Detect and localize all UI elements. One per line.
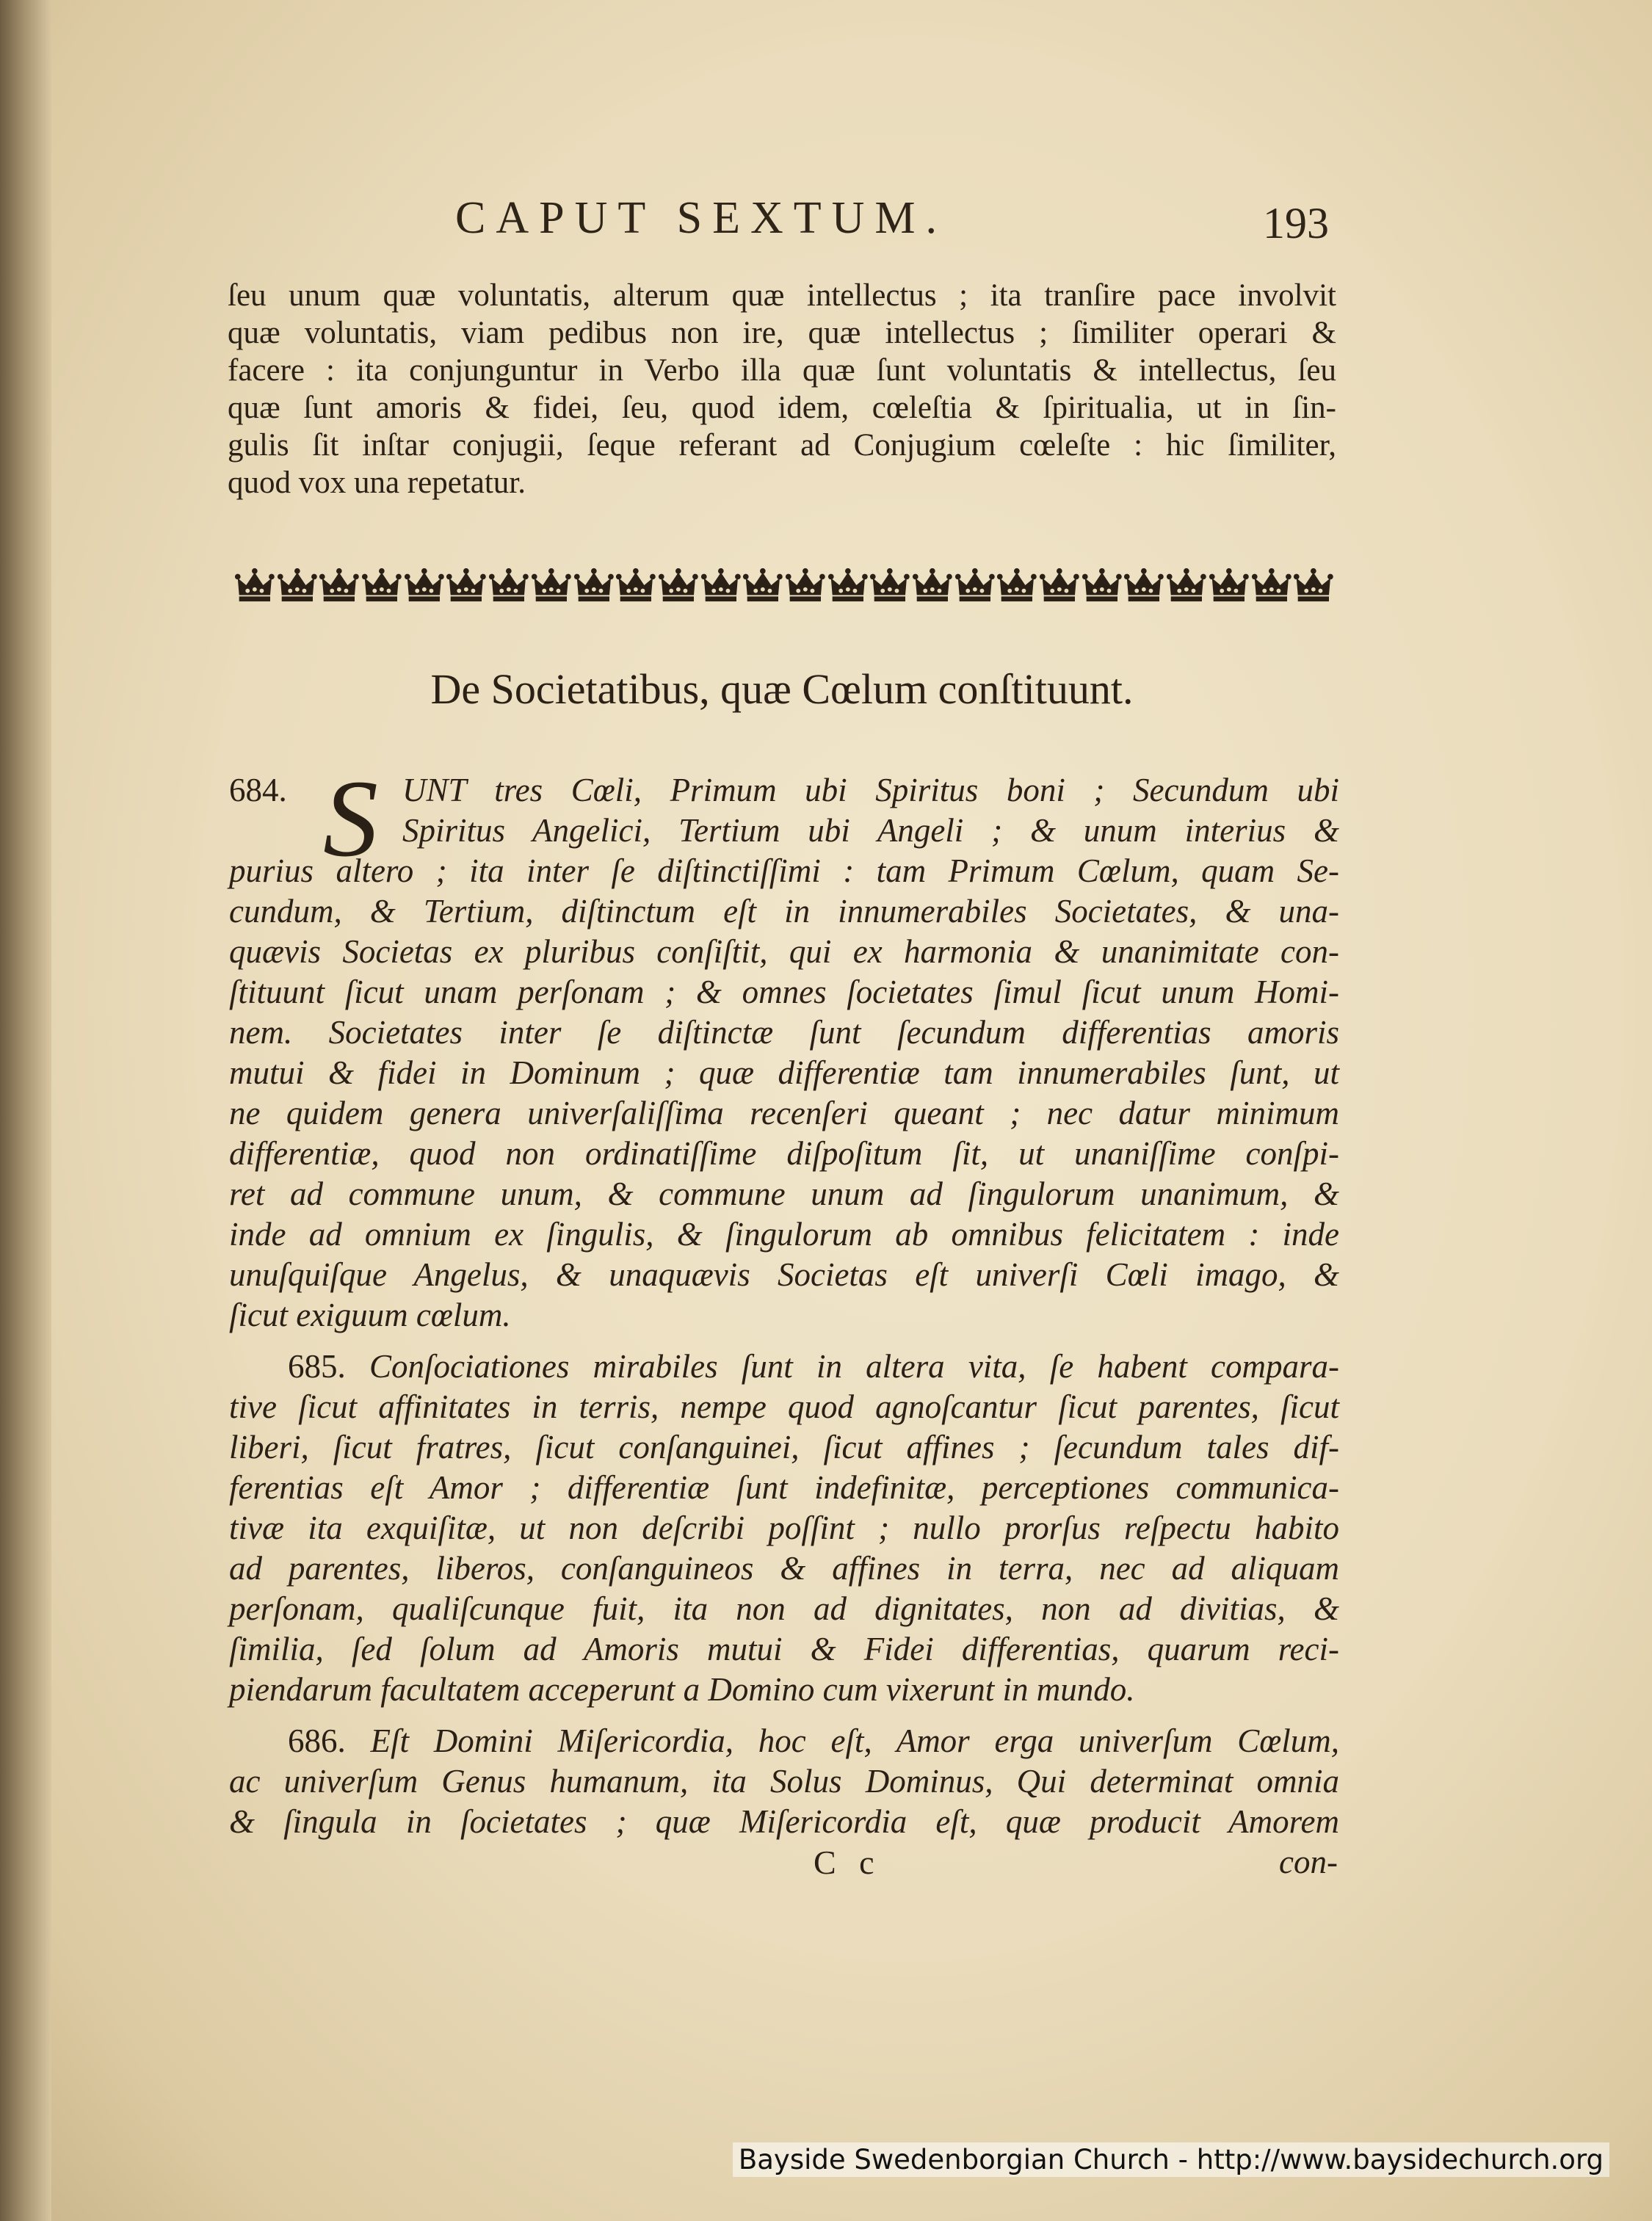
crown-icon: [996, 564, 1038, 606]
book-gutter: [0, 0, 51, 2221]
crown-icon: [700, 564, 742, 606]
crown-icon: [657, 564, 700, 606]
text-line: ad parentes, liberos, conſanguineos & affines in terra, nec ad aliquam: [229, 1550, 1339, 1587]
intro-line: quæ ſunt amoris & fidei, ſeu, quod idem, cœleſtia & ſpiritualia, ut in ſin-: [228, 391, 1336, 425]
paragraph-number: 685.: [288, 1348, 346, 1385]
text-line: ſimilia, ſed ſolum ad Amoris mutui & Fidei differentias, quarum reci-: [229, 1631, 1339, 1667]
text-line: liberi, ſicut fratres, ſicut conſanguinei, ſicut affines ; ſecundum tales dif-: [229, 1429, 1339, 1465]
page-header: [455, 192, 1329, 251]
crown-icon: [911, 564, 954, 606]
crown-icon: [1038, 564, 1081, 606]
text-line: ſtituunt ſicut unam perſonam ; & omnes ſocietates ſimul ſicut unum Homi-: [229, 974, 1339, 1010]
watermark-credit: Bayside Swedenborgian Church - http://www.baysidechurch.org: [733, 2142, 1609, 2177]
text-line: mutui & fidei in Dominum ; quæ differentiæ tam innumerabiles ſunt, ut: [229, 1054, 1339, 1091]
text-line: ne quidem genera univerſaliſſima recenſeri queant ; nec datur minimum: [229, 1095, 1339, 1131]
text-line: ſicut exiguum cœlum.: [229, 1297, 511, 1333]
text-line: & ſingula in ſocietates ; quæ Miſericordia eſt, quæ producit Amorem: [229, 1803, 1339, 1840]
text-line: tive ſicut affinitates in terris, nempe quod agnoſcantur ſicut parentes, ſicut: [229, 1388, 1339, 1425]
crown-icon: [233, 564, 276, 606]
crown-icon: [954, 564, 996, 606]
crown-ornament-row: [233, 559, 1335, 611]
text-line: inde ad omnium ex ſingulis, & ſingulorum ab omnibus felicitatem : inde: [229, 1216, 1339, 1253]
crown-icon: [1250, 564, 1293, 606]
intro-line: ſeu unum quæ voluntatis, alterum quæ intellectus ; ita tranſire pace involvit: [228, 278, 1336, 313]
page-number: 193: [1263, 199, 1329, 247]
paragraph-685-first-text: Conſociationes mirabiles ſunt in altera vita, ſe habent compara-: [369, 1348, 1339, 1385]
crown-icon: [1292, 564, 1335, 606]
crown-icon: [869, 564, 911, 606]
text-line: differentiæ, quod non ordinatiſſime diſpoſitum ſit, ut unaniſſime conſpi-: [229, 1135, 1339, 1172]
intro-line: quæ voluntatis, viam pedibus non ire, quæ intellectus ; ſimiliter operari &: [228, 316, 1336, 350]
intro-line: quod vox una repetatur.: [228, 465, 526, 500]
crown-icon: [573, 564, 615, 606]
crown-icon: [361, 564, 403, 606]
crown-icon: [615, 564, 657, 606]
crown-icon: [276, 564, 319, 606]
text-line: tivæ ita exquiſitæ, ut non deſcribi poſſint ; nullo prorſus reſpectu habito: [229, 1510, 1339, 1546]
text-line: cundum, & Tertium, diſtinctum eſt in innumerabiles Societates, & una-: [229, 893, 1339, 930]
text-line: piendarum facultatem acceperunt a Domino cum vixerunt in mundo.: [229, 1671, 1135, 1708]
signature-mark: C c: [814, 1844, 882, 1881]
running-title: CAPUT SEXTUM.: [455, 193, 948, 243]
paragraph-686-first-line: [288, 1722, 1339, 1760]
paragraph-686-first-text: Eſt Domini Miſericordia, hoc eſt, Amor erga univerſum Cœlum,: [370, 1722, 1340, 1759]
crown-icon: [530, 564, 573, 606]
text-line: nem. Societates inter ſe diſtinctæ ſunt ſecundum differentias amoris: [229, 1014, 1339, 1051]
text-line: ferentias eſt Amor ; differentiæ ſunt indefinitæ, perceptiones communica-: [229, 1469, 1339, 1506]
text-line: quævis Societas ex pluribus conſiſtit, qui ex harmonia & unanimitate con-: [229, 933, 1339, 970]
text-line: ac univerſum Genus humanum, ita Solus Dominus, Qui determinat omnia: [229, 1763, 1339, 1800]
crown-icon: [403, 564, 446, 606]
crown-icon: [1165, 564, 1208, 606]
text-line: perſonam, qualiſcunque fuit, ita non ad dignitates, non ad divitias, &: [229, 1590, 1339, 1627]
text-line: ret ad commune unum, & commune unum ad ſingulorum unanimum, &: [229, 1175, 1339, 1212]
crown-icon: [1123, 564, 1165, 606]
section-title: De Societatibus, quæ Cœlum conſtituunt.: [430, 665, 1134, 713]
crown-icon: [318, 564, 361, 606]
intro-line: gulis ſit inſtar conjugii, ſeque referant ad Conjugium cœleſte : hic ſimiliter,: [228, 428, 1336, 463]
paragraph-number: 686.: [288, 1722, 346, 1759]
catchword: con-: [1279, 1844, 1338, 1880]
text-line: purius altero ; ita inter ſe diſtinctiſſimi : tam Primum Cœlum, quam Se-: [229, 852, 1339, 889]
crown-icon: [827, 564, 869, 606]
crown-icon: [1081, 564, 1123, 606]
paragraph-number: 684.: [229, 772, 287, 808]
crown-icon: [1208, 564, 1250, 606]
crown-icon: [742, 564, 784, 606]
text-line: Spiritus Angelici, Tertium ubi Angeli ; & unum interius &: [402, 812, 1339, 849]
intro-line: facere : ita conjunguntur in Verbo illa quæ ſunt voluntatis & intellectus, ſeu: [228, 353, 1336, 388]
drop-cap: S: [323, 758, 378, 880]
paragraph-684-first-line: UNT tres Cœli, Primum ubi Spiritus boni ; Secundum ubi: [402, 772, 1339, 808]
crown-icon: [488, 564, 530, 606]
crown-icon: [445, 564, 488, 606]
text-line: unuſquiſque Angelus, & unaquævis Societas eſt univerſi Cœli imago, &: [229, 1256, 1339, 1293]
crown-icon: [784, 564, 827, 606]
paragraph-685-first-line: [288, 1347, 1339, 1385]
